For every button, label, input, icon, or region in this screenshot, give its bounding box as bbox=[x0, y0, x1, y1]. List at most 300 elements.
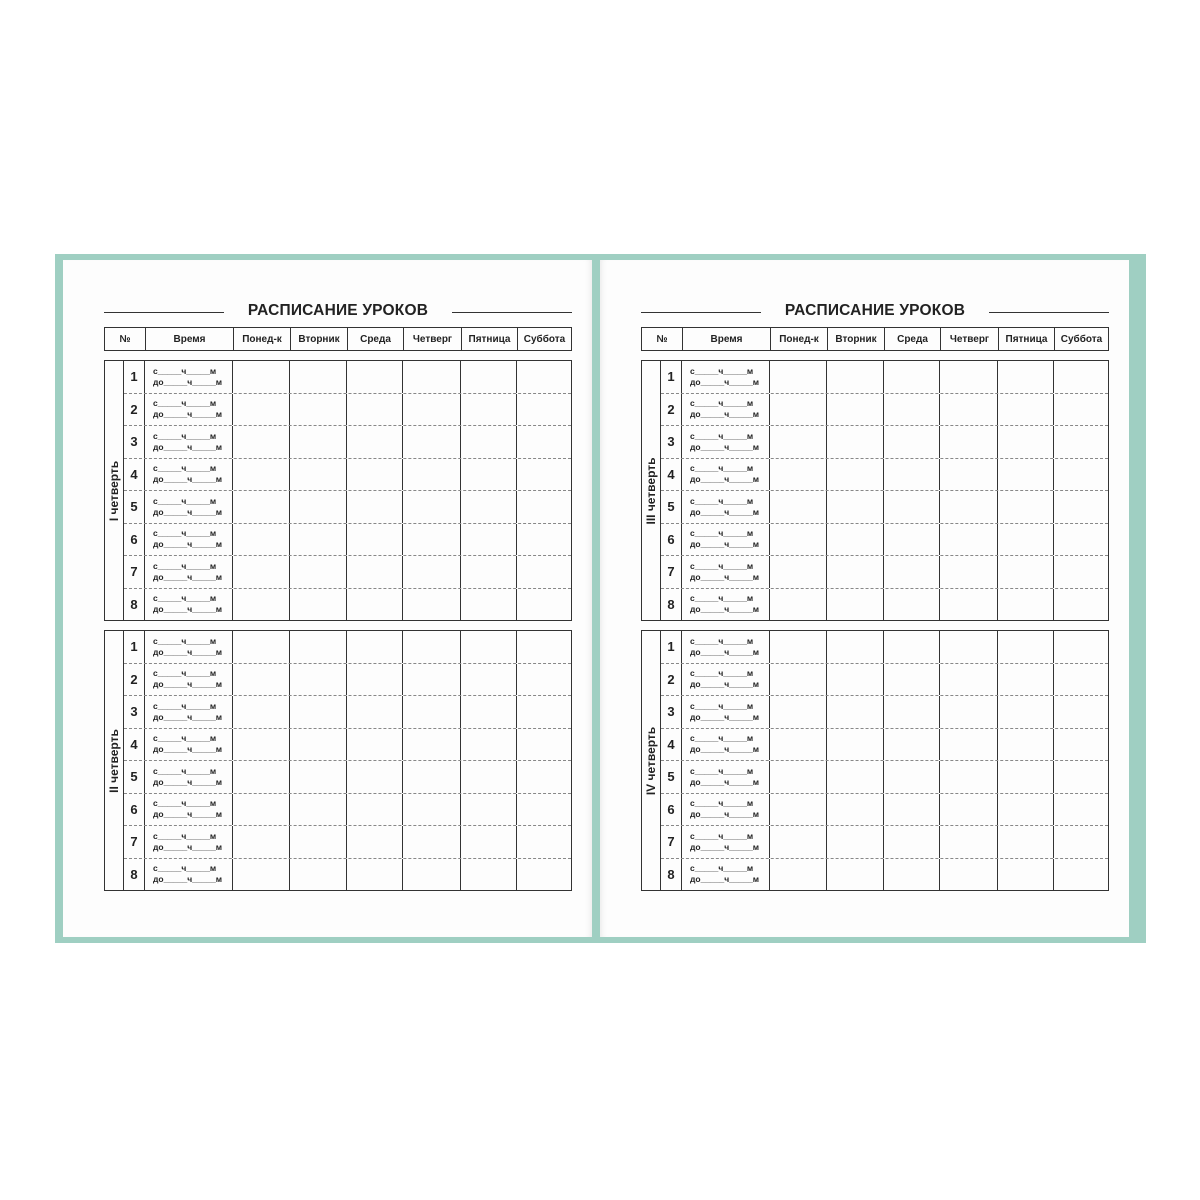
lesson-row bbox=[124, 631, 571, 663]
time-from: с_____ч_____м bbox=[690, 733, 754, 744]
subject-cell[interactable] bbox=[347, 459, 403, 491]
subject-cell[interactable] bbox=[517, 524, 571, 556]
subject-cell[interactable] bbox=[884, 664, 940, 696]
header-cell: Вторник bbox=[290, 328, 347, 350]
header-cell: Четверг bbox=[403, 328, 461, 350]
lesson-row bbox=[661, 728, 1108, 761]
subject-cell[interactable] bbox=[403, 459, 461, 491]
subject-cell[interactable] bbox=[827, 859, 884, 891]
subject-cell[interactable] bbox=[403, 664, 461, 696]
subject-cell[interactable] bbox=[347, 556, 403, 588]
lesson-time[interactable] bbox=[682, 426, 770, 458]
subject-cell[interactable] bbox=[827, 826, 884, 858]
subject-cell[interactable] bbox=[403, 631, 461, 663]
subject-cell[interactable] bbox=[290, 361, 347, 393]
subject-cell[interactable] bbox=[290, 696, 347, 728]
lesson-number: 1 bbox=[661, 631, 682, 663]
lesson-time[interactable] bbox=[682, 524, 770, 556]
subject-cell[interactable] bbox=[1054, 394, 1108, 426]
subject-cell[interactable] bbox=[403, 859, 461, 891]
subject-cell[interactable] bbox=[290, 491, 347, 523]
subject-cell[interactable] bbox=[233, 556, 290, 588]
lesson-time[interactable] bbox=[145, 631, 233, 663]
subject-cell[interactable] bbox=[517, 631, 571, 663]
subject-cell[interactable] bbox=[770, 631, 827, 663]
subject-cell[interactable] bbox=[517, 361, 571, 393]
lesson-row bbox=[124, 393, 571, 426]
subject-cell[interactable] bbox=[403, 696, 461, 728]
lesson-number: 3 bbox=[124, 426, 145, 458]
subject-cell[interactable] bbox=[770, 589, 827, 621]
subject-cell[interactable] bbox=[517, 826, 571, 858]
subject-cell[interactable] bbox=[770, 361, 827, 393]
lesson-time[interactable] bbox=[145, 556, 233, 588]
subject-cell[interactable] bbox=[290, 826, 347, 858]
quarter-label: IV четверть bbox=[644, 726, 658, 795]
header-cell: Суббота bbox=[1054, 328, 1108, 350]
subject-cell[interactable] bbox=[884, 859, 940, 891]
subject-cell[interactable] bbox=[347, 664, 403, 696]
subject-cell[interactable] bbox=[998, 426, 1054, 458]
subject-cell[interactable] bbox=[884, 394, 940, 426]
lesson-row bbox=[124, 663, 571, 696]
lesson-time[interactable] bbox=[145, 794, 233, 826]
subject-cell[interactable] bbox=[517, 696, 571, 728]
subject-cell[interactable] bbox=[827, 556, 884, 588]
lesson-time[interactable] bbox=[682, 729, 770, 761]
subject-cell[interactable] bbox=[517, 729, 571, 761]
lesson-time[interactable] bbox=[145, 664, 233, 696]
subject-cell[interactable] bbox=[770, 794, 827, 826]
subject-cell[interactable] bbox=[998, 524, 1054, 556]
subject-cell[interactable] bbox=[940, 426, 998, 458]
subject-cell[interactable] bbox=[884, 631, 940, 663]
lesson-time[interactable] bbox=[145, 459, 233, 491]
page-title bbox=[641, 302, 1109, 320]
subject-cell[interactable] bbox=[461, 394, 517, 426]
subject-cell[interactable] bbox=[827, 426, 884, 458]
subject-cell[interactable] bbox=[998, 859, 1054, 891]
lesson-time[interactable] bbox=[682, 696, 770, 728]
lesson-number: 6 bbox=[124, 794, 145, 826]
time-to: до_____ч_____м bbox=[153, 679, 223, 690]
subject-cell[interactable] bbox=[347, 794, 403, 826]
time-from: с_____ч_____м bbox=[690, 863, 754, 874]
subject-cell[interactable] bbox=[233, 459, 290, 491]
subject-cell[interactable] bbox=[884, 524, 940, 556]
subject-cell[interactable] bbox=[770, 826, 827, 858]
subject-cell[interactable] bbox=[290, 589, 347, 621]
time-to: до_____ч_____м bbox=[153, 711, 223, 722]
subject-cell[interactable] bbox=[827, 664, 884, 696]
subject-cell[interactable] bbox=[827, 589, 884, 621]
lesson-time[interactable] bbox=[145, 361, 233, 393]
subject-cell[interactable] bbox=[233, 426, 290, 458]
subject-cell[interactable] bbox=[940, 556, 998, 588]
subject-cell[interactable] bbox=[998, 664, 1054, 696]
subject-cell[interactable] bbox=[290, 761, 347, 793]
subject-cell[interactable] bbox=[998, 826, 1054, 858]
subject-cell[interactable] bbox=[827, 491, 884, 523]
subject-cell[interactable] bbox=[233, 394, 290, 426]
subject-cell[interactable] bbox=[884, 589, 940, 621]
time-from: с_____ч_____м bbox=[153, 830, 217, 841]
header-cell: Пятница bbox=[461, 328, 517, 350]
subject-cell[interactable] bbox=[1054, 729, 1108, 761]
subject-cell[interactable] bbox=[770, 524, 827, 556]
subject-cell[interactable] bbox=[461, 361, 517, 393]
lesson-time[interactable] bbox=[145, 589, 233, 621]
subject-cell[interactable] bbox=[233, 794, 290, 826]
subject-cell[interactable] bbox=[770, 696, 827, 728]
header-cell: Суббота bbox=[517, 328, 571, 350]
lesson-time[interactable] bbox=[145, 524, 233, 556]
time-to: до_____ч_____м bbox=[153, 376, 223, 387]
subject-cell[interactable] bbox=[940, 859, 998, 891]
subject-cell[interactable] bbox=[461, 859, 517, 891]
time-from: с_____ч_____м bbox=[153, 560, 217, 571]
subject-cell[interactable] bbox=[998, 556, 1054, 588]
quarter-block bbox=[104, 360, 572, 621]
lesson-time[interactable] bbox=[682, 859, 770, 891]
subject-cell[interactable] bbox=[290, 729, 347, 761]
lesson-row bbox=[661, 793, 1108, 826]
subject-cell[interactable] bbox=[998, 491, 1054, 523]
subject-cell[interactable] bbox=[233, 664, 290, 696]
header-cell: № bbox=[656, 333, 668, 345]
page-title-text: РАСПИСАНИЕ УРОКОВ bbox=[779, 302, 971, 319]
subject-cell[interactable] bbox=[884, 491, 940, 523]
header-cell: Вторник bbox=[827, 328, 884, 350]
lesson-number: 5 bbox=[124, 491, 145, 523]
lesson-number: 2 bbox=[661, 394, 682, 426]
subject-cell[interactable] bbox=[940, 696, 998, 728]
subject-cell[interactable] bbox=[403, 556, 461, 588]
subject-cell[interactable] bbox=[884, 556, 940, 588]
lesson-time[interactable] bbox=[145, 729, 233, 761]
subject-cell[interactable] bbox=[461, 826, 517, 858]
header-cell: Среда bbox=[884, 328, 940, 350]
subject-cell[interactable] bbox=[290, 394, 347, 426]
subject-cell[interactable] bbox=[403, 589, 461, 621]
subject-cell[interactable] bbox=[517, 761, 571, 793]
time-from: с_____ч_____м bbox=[153, 398, 217, 409]
subject-cell[interactable] bbox=[233, 491, 290, 523]
subject-cell[interactable] bbox=[347, 361, 403, 393]
lesson-time[interactable] bbox=[682, 491, 770, 523]
subject-cell[interactable] bbox=[347, 696, 403, 728]
lesson-time[interactable] bbox=[682, 589, 770, 621]
time-from: с_____ч_____м bbox=[690, 560, 754, 571]
header-cell: Время bbox=[145, 328, 233, 350]
subject-cell[interactable] bbox=[770, 729, 827, 761]
subject-cell[interactable] bbox=[1054, 426, 1108, 458]
subject-cell[interactable] bbox=[461, 794, 517, 826]
lesson-number: 3 bbox=[661, 696, 682, 728]
time-from: с_____ч_____м bbox=[153, 635, 217, 646]
subject-cell[interactable] bbox=[827, 394, 884, 426]
subject-cell[interactable] bbox=[517, 859, 571, 891]
subject-cell[interactable] bbox=[827, 361, 884, 393]
subject-cell[interactable] bbox=[347, 826, 403, 858]
subject-cell[interactable] bbox=[403, 729, 461, 761]
subject-cell[interactable] bbox=[884, 426, 940, 458]
subject-cell[interactable] bbox=[884, 459, 940, 491]
lesson-row bbox=[661, 858, 1108, 891]
subject-cell[interactable] bbox=[517, 459, 571, 491]
subject-cell[interactable] bbox=[770, 459, 827, 491]
subject-cell[interactable] bbox=[1054, 491, 1108, 523]
subject-cell[interactable] bbox=[347, 859, 403, 891]
subject-cell[interactable] bbox=[940, 794, 998, 826]
time-to: до_____ч_____м bbox=[690, 744, 760, 755]
subject-cell[interactable] bbox=[461, 491, 517, 523]
lesson-row bbox=[124, 458, 571, 491]
subject-cell[interactable] bbox=[403, 394, 461, 426]
time-from: с_____ч_____м bbox=[690, 528, 754, 539]
time-from: с_____ч_____м bbox=[690, 495, 754, 506]
subject-cell[interactable] bbox=[461, 524, 517, 556]
lesson-time[interactable] bbox=[682, 631, 770, 663]
subject-cell[interactable] bbox=[1054, 794, 1108, 826]
time-from: с_____ч_____м bbox=[153, 863, 217, 874]
time-from: с_____ч_____м bbox=[690, 398, 754, 409]
lesson-time[interactable] bbox=[145, 491, 233, 523]
subject-cell[interactable] bbox=[884, 794, 940, 826]
subject-cell[interactable] bbox=[290, 524, 347, 556]
subject-cell[interactable] bbox=[233, 826, 290, 858]
time-from: с_____ч_____м bbox=[153, 798, 217, 809]
lesson-row bbox=[124, 588, 571, 621]
subject-cell[interactable] bbox=[940, 826, 998, 858]
time-to: до_____ч_____м bbox=[690, 646, 760, 657]
subject-cell[interactable] bbox=[347, 524, 403, 556]
time-from: с_____ч_____м bbox=[690, 765, 754, 776]
subject-cell[interactable] bbox=[403, 524, 461, 556]
lesson-row bbox=[661, 393, 1108, 426]
subject-cell[interactable] bbox=[290, 459, 347, 491]
subject-cell[interactable] bbox=[1054, 556, 1108, 588]
subject-cell[interactable] bbox=[940, 491, 998, 523]
time-to: до_____ч_____м bbox=[690, 604, 760, 615]
lesson-time[interactable] bbox=[145, 426, 233, 458]
subject-cell[interactable] bbox=[403, 426, 461, 458]
subject-cell[interactable] bbox=[1054, 664, 1108, 696]
subject-cell[interactable] bbox=[517, 664, 571, 696]
subject-cell[interactable] bbox=[403, 794, 461, 826]
subject-cell[interactable] bbox=[233, 524, 290, 556]
time-from: с_____ч_____м bbox=[153, 765, 217, 776]
time-to: до_____ч_____м bbox=[690, 409, 760, 420]
subject-cell[interactable] bbox=[290, 664, 347, 696]
header-cell: Четверг bbox=[940, 328, 998, 350]
lesson-time[interactable] bbox=[145, 696, 233, 728]
subject-cell[interactable] bbox=[940, 524, 998, 556]
right-page bbox=[600, 260, 1129, 937]
subject-cell[interactable] bbox=[940, 394, 998, 426]
subject-cell[interactable] bbox=[517, 426, 571, 458]
subject-cell[interactable] bbox=[884, 361, 940, 393]
subject-cell[interactable] bbox=[1054, 761, 1108, 793]
time-to: до_____ч_____м bbox=[690, 809, 760, 820]
subject-cell[interactable] bbox=[347, 729, 403, 761]
subject-cell[interactable] bbox=[347, 589, 403, 621]
subject-cell[interactable] bbox=[461, 631, 517, 663]
subject-cell[interactable] bbox=[1054, 589, 1108, 621]
subject-cell[interactable] bbox=[461, 761, 517, 793]
subject-cell[interactable] bbox=[1054, 631, 1108, 663]
lesson-time[interactable] bbox=[682, 826, 770, 858]
subject-cell[interactable] bbox=[940, 729, 998, 761]
subject-cell[interactable] bbox=[827, 524, 884, 556]
subject-cell[interactable] bbox=[347, 631, 403, 663]
subject-cell[interactable] bbox=[884, 761, 940, 793]
lesson-row bbox=[661, 490, 1108, 523]
subject-cell[interactable] bbox=[403, 361, 461, 393]
subject-cell[interactable] bbox=[998, 761, 1054, 793]
subject-cell[interactable] bbox=[233, 696, 290, 728]
subject-cell[interactable] bbox=[517, 394, 571, 426]
subject-cell[interactable] bbox=[347, 394, 403, 426]
lesson-time[interactable] bbox=[682, 794, 770, 826]
subject-cell[interactable] bbox=[233, 761, 290, 793]
subject-cell[interactable] bbox=[770, 394, 827, 426]
subject-cell[interactable] bbox=[998, 589, 1054, 621]
lesson-row bbox=[124, 490, 571, 523]
subject-cell[interactable] bbox=[517, 491, 571, 523]
subject-cell[interactable] bbox=[1054, 826, 1108, 858]
lesson-row bbox=[124, 555, 571, 588]
left-page bbox=[63, 260, 592, 937]
subject-cell[interactable] bbox=[1054, 696, 1108, 728]
subject-cell[interactable] bbox=[998, 794, 1054, 826]
subject-cell[interactable] bbox=[461, 729, 517, 761]
subject-cell[interactable] bbox=[461, 556, 517, 588]
subject-cell[interactable] bbox=[884, 826, 940, 858]
lesson-rows bbox=[124, 631, 571, 890]
subject-cell[interactable] bbox=[461, 459, 517, 491]
subject-cell[interactable] bbox=[290, 794, 347, 826]
lesson-number: 4 bbox=[661, 729, 682, 761]
subject-cell[interactable] bbox=[940, 459, 998, 491]
subject-cell[interactable] bbox=[827, 761, 884, 793]
subject-cell[interactable] bbox=[940, 361, 998, 393]
subject-cell[interactable] bbox=[998, 361, 1054, 393]
subject-cell[interactable] bbox=[770, 859, 827, 891]
lesson-row bbox=[124, 825, 571, 858]
subject-cell[interactable] bbox=[940, 664, 998, 696]
subject-cell[interactable] bbox=[827, 696, 884, 728]
lesson-number: 4 bbox=[124, 729, 145, 761]
time-from: с_____ч_____м bbox=[690, 430, 754, 441]
subject-cell[interactable] bbox=[1054, 859, 1108, 891]
subject-cell[interactable] bbox=[347, 761, 403, 793]
lesson-time[interactable] bbox=[145, 826, 233, 858]
lesson-number: 5 bbox=[124, 761, 145, 793]
time-to: до_____ч_____м bbox=[153, 409, 223, 420]
subject-cell[interactable] bbox=[998, 459, 1054, 491]
subject-cell[interactable] bbox=[233, 729, 290, 761]
subject-cell[interactable] bbox=[461, 664, 517, 696]
subject-cell[interactable] bbox=[940, 589, 998, 621]
subject-cell[interactable] bbox=[998, 729, 1054, 761]
time-from: с_____ч_____м bbox=[153, 495, 217, 506]
subject-cell[interactable] bbox=[770, 761, 827, 793]
subject-cell[interactable] bbox=[290, 556, 347, 588]
quarter-label-cell bbox=[105, 631, 124, 890]
quarter-label-cell bbox=[642, 361, 661, 620]
subject-cell[interactable] bbox=[233, 361, 290, 393]
subject-cell[interactable] bbox=[403, 761, 461, 793]
subject-cell[interactable] bbox=[770, 664, 827, 696]
lesson-time[interactable] bbox=[682, 761, 770, 793]
subject-cell[interactable] bbox=[827, 794, 884, 826]
subject-cell[interactable] bbox=[290, 426, 347, 458]
subject-cell[interactable] bbox=[347, 426, 403, 458]
subject-cell[interactable] bbox=[290, 859, 347, 891]
subject-cell[interactable] bbox=[517, 589, 571, 621]
time-to: до_____ч_____м bbox=[690, 776, 760, 787]
subject-cell[interactable] bbox=[827, 631, 884, 663]
time-to: до_____ч_____м bbox=[153, 571, 223, 582]
lesson-number: 6 bbox=[661, 524, 682, 556]
subject-cell[interactable] bbox=[403, 826, 461, 858]
lesson-rows bbox=[661, 631, 1108, 890]
subject-cell[interactable] bbox=[233, 859, 290, 891]
lesson-time[interactable] bbox=[145, 859, 233, 891]
lesson-time[interactable] bbox=[682, 556, 770, 588]
subject-cell[interactable] bbox=[884, 729, 940, 761]
subject-cell[interactable] bbox=[940, 631, 998, 663]
subject-cell[interactable] bbox=[461, 589, 517, 621]
time-to: до_____ч_____м bbox=[153, 506, 223, 517]
subject-cell[interactable] bbox=[233, 589, 290, 621]
subject-cell[interactable] bbox=[998, 631, 1054, 663]
subject-cell[interactable] bbox=[770, 426, 827, 458]
subject-cell[interactable] bbox=[403, 491, 461, 523]
subject-cell[interactable] bbox=[770, 556, 827, 588]
header-cell: Время bbox=[682, 328, 770, 350]
quarter-label-cell bbox=[642, 631, 661, 890]
lesson-time[interactable] bbox=[145, 394, 233, 426]
subject-cell[interactable] bbox=[827, 459, 884, 491]
time-to: до_____ч_____м bbox=[153, 874, 223, 885]
lesson-time[interactable] bbox=[682, 361, 770, 393]
subject-cell[interactable] bbox=[517, 556, 571, 588]
subject-cell[interactable] bbox=[998, 696, 1054, 728]
subject-cell[interactable] bbox=[1054, 361, 1108, 393]
subject-cell[interactable] bbox=[770, 491, 827, 523]
lesson-time[interactable] bbox=[682, 394, 770, 426]
subject-cell[interactable] bbox=[347, 491, 403, 523]
subject-cell[interactable] bbox=[517, 794, 571, 826]
lesson-time[interactable] bbox=[145, 761, 233, 793]
lesson-number: 3 bbox=[661, 426, 682, 458]
lesson-time[interactable] bbox=[682, 459, 770, 491]
subject-cell[interactable] bbox=[1054, 524, 1108, 556]
subject-cell[interactable] bbox=[1054, 459, 1108, 491]
subject-cell[interactable] bbox=[827, 729, 884, 761]
subject-cell[interactable] bbox=[884, 696, 940, 728]
subject-cell[interactable] bbox=[290, 631, 347, 663]
subject-cell[interactable] bbox=[233, 631, 290, 663]
lesson-time[interactable] bbox=[682, 664, 770, 696]
subject-cell[interactable] bbox=[940, 761, 998, 793]
subject-cell[interactable] bbox=[461, 426, 517, 458]
lesson-number: 3 bbox=[124, 696, 145, 728]
subject-cell[interactable] bbox=[461, 696, 517, 728]
subject-cell[interactable] bbox=[998, 394, 1054, 426]
